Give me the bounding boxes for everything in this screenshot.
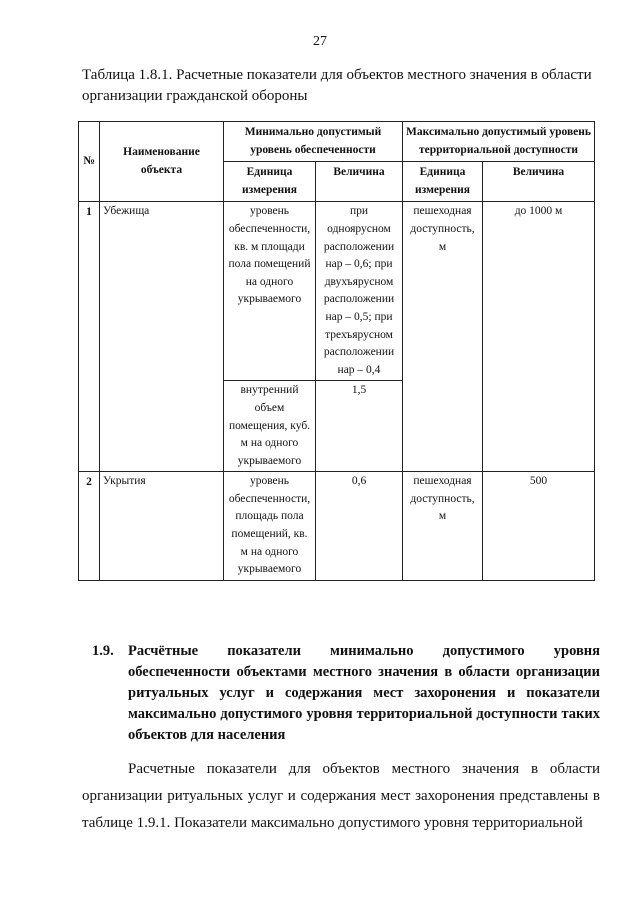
section-title: Расчётные показатели минимально допустимого уровня обеспеченности объектами местного значения в области организации ритуальных услуг и содержания мест захоронения и показатели максимально допустимого уровня территориальной доступности таких объектов для населения bbox=[128, 643, 600, 743]
header-max-unit: Единица измерения bbox=[403, 162, 483, 202]
header-object-name: Наименование объекта bbox=[100, 122, 224, 202]
row-min-unit: уровень обеспеченности, кв. м площади пола помещений на одного укрываемого bbox=[224, 202, 316, 381]
section-number: 1.9. bbox=[92, 643, 114, 659]
header-min-value: Величина bbox=[316, 162, 403, 202]
header-max-value: Величина bbox=[483, 162, 595, 202]
row-max-unit: пешеходная доступность, м bbox=[403, 202, 483, 472]
row-min-unit: внутренний объем помещения, куб. м на одного укрываемого bbox=[224, 381, 316, 472]
table-row bbox=[79, 472, 595, 581]
page-number: 27 bbox=[313, 34, 327, 49]
row-num: 1 bbox=[79, 202, 100, 472]
row-min-value: при одноярусном расположении нар – 0,6; при двухъярусном расположении нар – 0,5; при трехъярусном расположении нар – 0,4 bbox=[316, 202, 403, 381]
header-min-provision: Минимально допустимый уровень обеспеченности bbox=[224, 122, 403, 162]
row-max-value: 500 bbox=[483, 472, 595, 581]
header-max-accessibility: Максимально допустимый уровень территориальной доступности bbox=[403, 122, 595, 162]
header-min-unit: Единица измерения bbox=[224, 162, 316, 202]
standards-table bbox=[78, 121, 595, 581]
row-min-value: 1,5 bbox=[316, 381, 403, 472]
row-max-unit: пешеходная доступность, м bbox=[403, 472, 483, 581]
row-min-value: 0,6 bbox=[316, 472, 403, 581]
table-header-row bbox=[79, 122, 595, 162]
row-min-unit: уровень обеспеченности, площадь пола помещений, кв. м на одного укрываемого bbox=[224, 472, 316, 581]
header-num: № bbox=[79, 122, 100, 202]
row-object-name: Укрытия bbox=[100, 472, 224, 581]
body-paragraph: Расчетные показатели для объектов местного значения в области организации ритуальных услуг и содержания мест захоронения представлены в таблице 1.9.1. Показатели максимально допустимого уровня территориальной bbox=[82, 761, 600, 831]
table-row bbox=[79, 202, 595, 381]
row-max-value: до 1000 м bbox=[483, 202, 595, 472]
row-object-name: Убежища bbox=[100, 202, 224, 472]
row-num: 2 bbox=[79, 472, 100, 581]
section-heading bbox=[92, 641, 600, 746]
table-caption: Таблица 1.8.1. Расчетные показатели для объектов местного значения в области организации гражданской обороны bbox=[82, 67, 592, 104]
